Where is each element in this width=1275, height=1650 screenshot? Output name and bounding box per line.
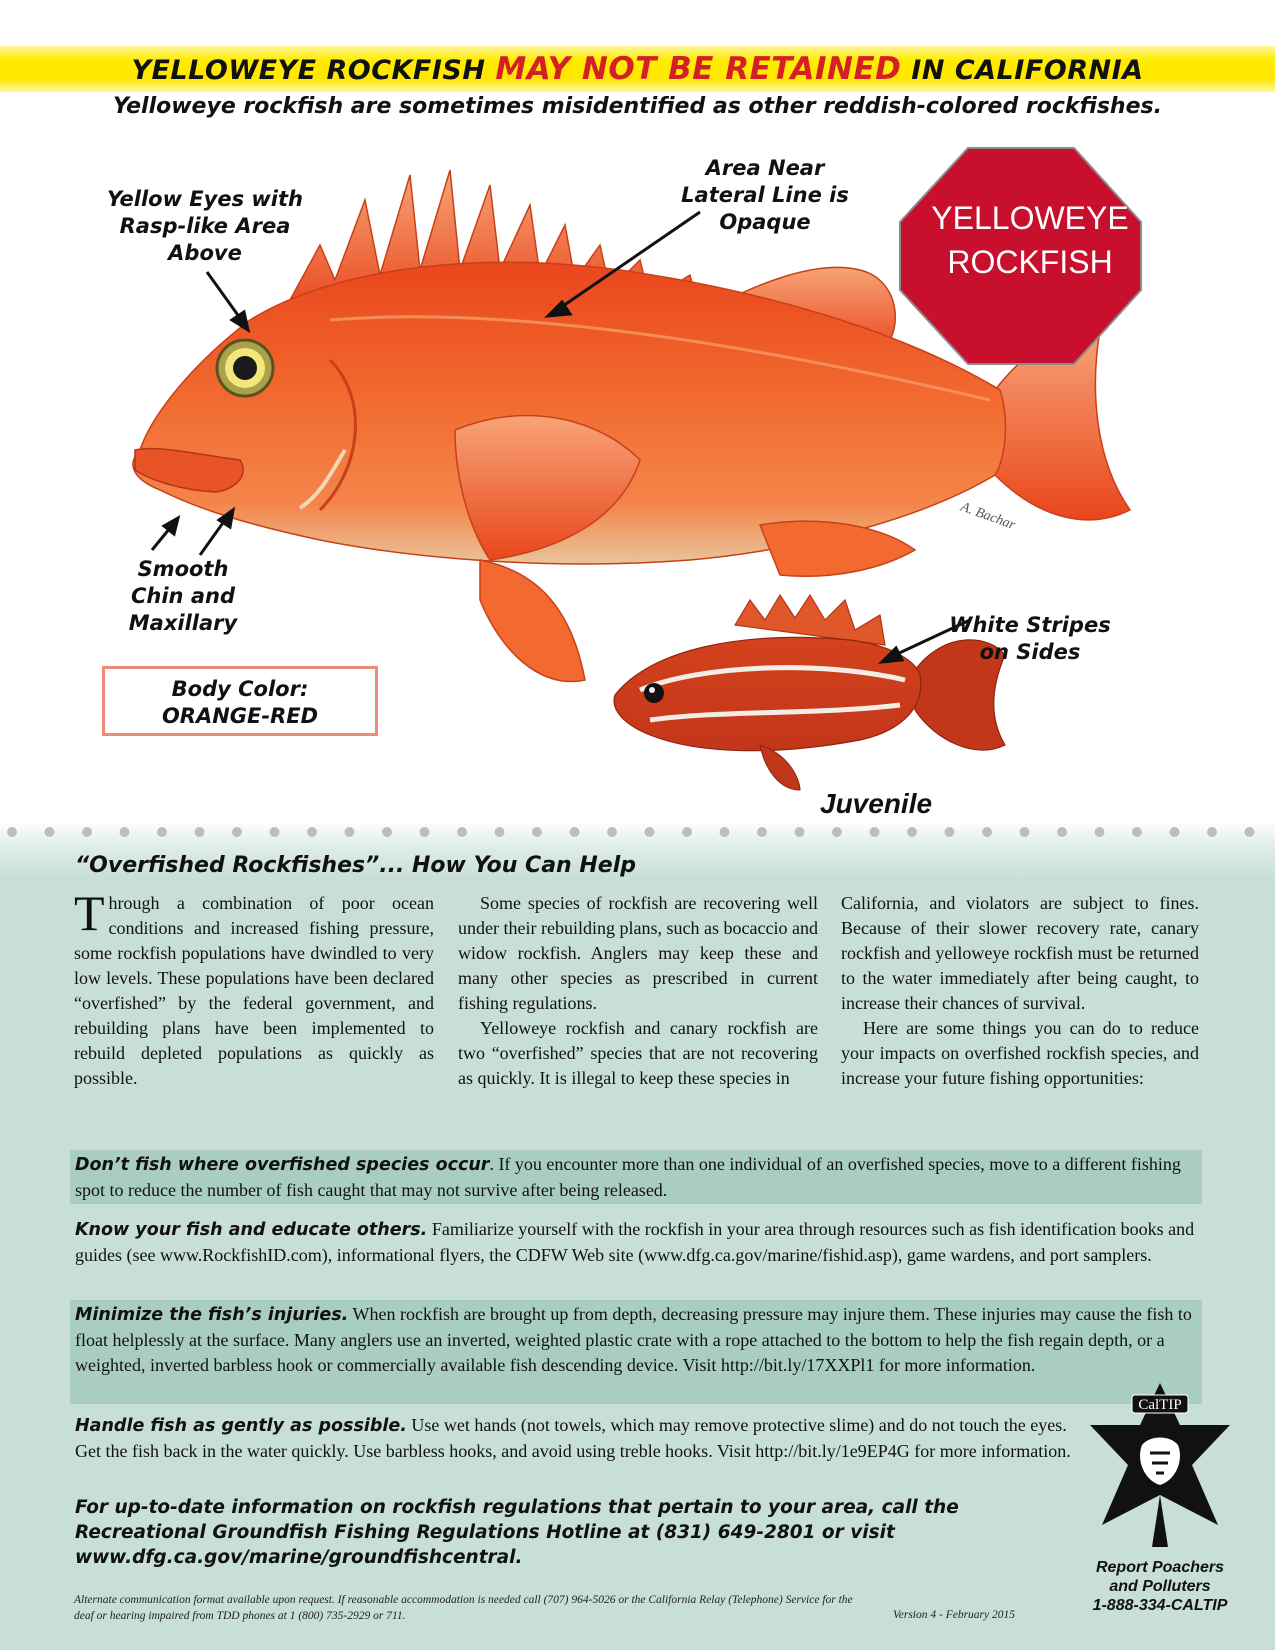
species-sign-label [920,196,1140,284]
divider-dot [495,827,505,837]
divider-dot [382,827,392,837]
text-column-1 [74,885,434,1091]
divider-dot [1170,827,1180,837]
divider-dot [1245,827,1255,837]
callout-smooth-chin [108,556,258,637]
divider-dot [832,827,842,837]
callout-yellow-eyes [85,186,325,267]
divider-dot [307,827,317,837]
banner-title-end: IN CALIFORNIA [901,55,1144,86]
divider-dot [420,827,430,837]
tip-lead: Know your fish and educate others. [75,1220,428,1240]
callout-white-stripes [935,612,1125,666]
paragraph: hrough a combination of poor ocean conditions and increased fishing pressure, some rockfish populations have dwindled to very low levels. These populations have been declared “overfished” by the federal government, and rebuilding plans have been implemented to rebuild depleted populations as quickly as possible. [74,893,434,1088]
callout-line: Smooth [137,557,229,581]
drop-cap: T [74,885,105,941]
callout-lateral-line [660,155,870,236]
callout-line: Opaque [719,210,811,234]
divider-dot [1020,827,1030,837]
tip-know-your-fish [70,1215,1202,1270]
artist-signature: A. Bachar [958,499,1018,534]
divider-dot [1095,827,1105,837]
callout-line: Above [168,241,242,265]
tip-text: When rockfish are brought up from depth, decreasing pressure may injure them. These injuries may cause the fish to float helplessly at the surface. Many anglers use an inverted, weighted plastic crate with a rope attached to the bottom to help the fish regain depth, or a weighted, inverted barbless hook or commercially available fish descending device. Visit http://bit.ly/17XXPl1 for more information. [75,1304,1192,1375]
section-heading: “Overfished Rockfishes”... How You Can Help [75,853,636,878]
banner-title [131,51,1143,87]
caltip-star-icon [1080,1375,1240,1555]
body-color-label: Body Color: [171,677,309,701]
divider-dot [270,827,280,837]
callout-line: Lateral Line is [681,183,849,207]
version-label: Version 4 - February 2015 [893,1609,1016,1621]
divider-dot [232,827,242,837]
caltip-line: Report Poachers [1095,1559,1225,1576]
text-column-2 [458,891,818,1091]
divider-dot [607,827,617,837]
banner-title-emphasis: MAY NOT BE RETAINED [495,51,902,87]
divider-dot [945,827,955,837]
caltip-info [1080,1558,1240,1615]
divider-dot [157,827,167,837]
caltip-line: and Polluters [1109,1578,1211,1595]
hotline-info: For up-to-date information on rockfish regulations that pertain to your area, call the Recreational Groundfish Fishing Regulations Hotline at (831) 649-2801 or visit www.dfg.ca.gov/marine/groundfishcentral. [75,1497,959,1568]
banner-title-start: YELLOWEYE ROCKFISH [131,55,496,86]
tip-handle-gently [70,1411,1080,1466]
accessibility-footnote: Alternate communication format available upon request. If reasonable accommodation is needed call (707) 964-5026 or the California Relay (Telephone) Service for the deaf or hearing impaired from TDD phones at 1 (800) 735-2929 or 711. [74,1594,853,1622]
divider-dot [757,827,767,837]
tip-text: . If you encounter more than one individual of an overfished species, move to a different fishing spot to reduce the number of fish caught that may not survive after being released. [75,1154,1181,1200]
divider-dot [720,827,730,837]
divider-dot [532,827,542,837]
body-color-value: ORANGE-RED [161,704,319,728]
tip-minimize-injuries [70,1300,1202,1404]
subtitle: Yelloweye rockfish are sometimes misidentified as other reddish-colored rockfishes. [113,94,1162,119]
divider-dot [795,827,805,837]
paragraph: Here are some things you can do to reduce your impacts on overfished rockfish species, and increase your future fishing opportunities: [841,1018,1199,1088]
sign-line-1: YELLOWEYE [931,200,1129,236]
caltip-badge-label: CalTIP [1138,1397,1182,1413]
divider-dot [457,827,467,837]
callout-line: Chin and [131,584,235,608]
tip-text: Use wet hands (not towels, which may remove protective slime) and do not touch the eyes. Get the fish back in the water quickly. Use barbless hooks, and avoid using treble hooks. Visit http://bit.ly/1e9EP4G for more information. [75,1415,1071,1461]
callout-line: Maxillary [128,611,238,635]
tip-lead: Minimize the fish’s injuries. [75,1305,349,1325]
tip-text: Familiarize yourself with the rockfish in your area through resources such as fish identification books and guides (see www.RockfishID.com), informational flyers, the CDFW Web site (www.dfg.ca.gov/marine/fishid.asp), game wardens, and port samplers. [75,1219,1195,1265]
juvenile-label: Juvenile [820,788,933,819]
text-column-3 [841,891,1199,1091]
divider-dot [1057,827,1067,837]
caltip-phone: 1-888-334-CALTIP [1092,1597,1228,1614]
divider-dot [570,827,580,837]
divider-dot [345,827,355,837]
divider-dot [195,827,205,837]
divider-dot [82,827,92,837]
callout-line: White Stripes [949,613,1111,637]
divider-dot [645,827,655,837]
divider-dot [870,827,880,837]
callout-line: Area Near [705,156,825,180]
tip-avoid-overfished-areas [70,1150,1202,1204]
sign-line-2: ROCKFISH [947,244,1113,280]
dot-divider [0,826,1275,838]
divider-dot [682,827,692,837]
divider-dot [45,827,55,837]
paragraph: California, and violators are subject to fines. Because of their slower recovery rate, canary rockfish and yelloweye rockfish must be returned to the water immediately after being caught, to increase their chances of survival. [841,893,1199,1013]
divider-dot [7,827,17,837]
callout-line: Rasp-like Area [119,214,291,238]
title-banner [0,46,1275,92]
divider-dot [120,827,130,837]
divider-dot [1207,827,1217,837]
paragraph: Some species of rockfish are recovering well under their rebuilding plans, such as bocaccio and widow rockfish. Anglers may keep these and many other species as prescribed in current fishing regulations. [458,893,818,1013]
body-color-box [102,666,378,736]
callout-line: on Sides [979,640,1081,664]
divider-dot [1132,827,1142,837]
tip-lead: Handle fish as gently as possible. [75,1416,407,1436]
divider-dot [907,827,917,837]
paragraph: Yelloweye rockfish and canary rockfish are two “overfished” species that are not recovering as quickly. It is illegal to keep these species in [458,1018,818,1088]
tip-lead: Don’t fish where overfished species occur [75,1155,490,1175]
callout-line: Yellow Eyes with [107,187,303,211]
divider-dot [982,827,992,837]
